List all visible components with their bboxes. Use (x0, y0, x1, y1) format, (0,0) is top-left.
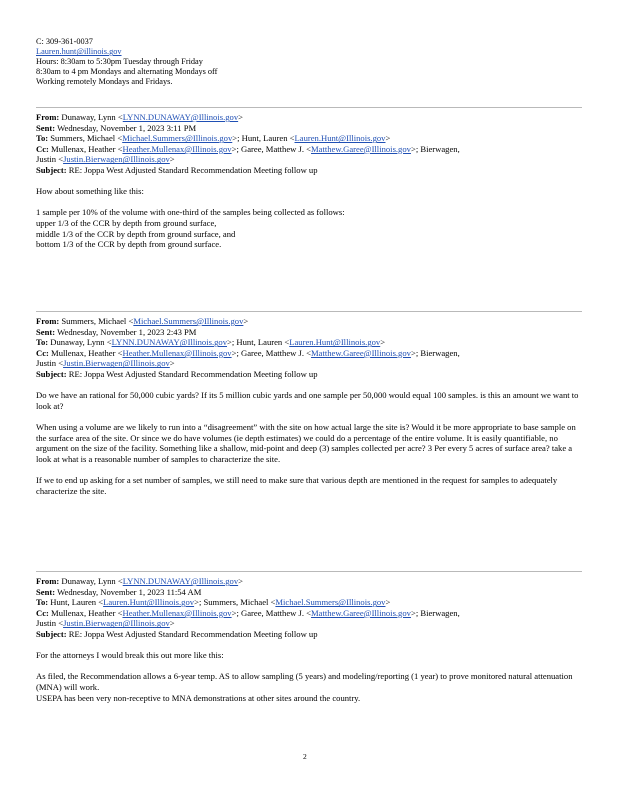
body-line: upper 1/3 of the CCR by depth from ground surface, (36, 217, 217, 228)
recipient-name: Justin (36, 358, 57, 369)
recipient-email-link[interactable]: Matthew.Garee@Illinois.gov (311, 347, 411, 358)
sender-email-link[interactable]: LYNN.DUNAWAY@Illinois.gov (122, 112, 239, 122)
subject-label: Subject: (36, 164, 67, 175)
body-line: middle 1/3 of the CCR by depth from ground surface, and (36, 228, 236, 239)
to-row: To: Hunt, Lauren <Lauren.Hunt@Illinois.gov>; Summers, Michael <Michael.Summers@Illinois.gov> (36, 597, 391, 608)
signature-mondays: 8:30am to 4 pm Mondays and alternating Mondays off (36, 67, 218, 77)
recipient-separator: ; (236, 347, 241, 358)
to-label: To: (36, 597, 49, 608)
body-line: If we to end up asking for a set number of samples, we still need to make sure that various depth are mentioned in the request for samples to adequately characterize the site. (36, 474, 558, 496)
sent-date: Wednesday, November 1, 2023 3:11 PM (57, 122, 197, 133)
sender-name: Summers, Michael (61, 316, 127, 326)
sent-date: Wednesday, November 1, 2023 2:43 PM (57, 326, 197, 337)
recipient-email-link[interactable]: Heather.Mullenax@Illinois.gov (122, 607, 232, 618)
body-line: 1 sample per 10% of the volume with one-third of the samples being collected as follows: (36, 207, 345, 218)
body-line: For the attorneys I would break this out more like this: (36, 650, 224, 661)
signature-block (36, 37, 217, 87)
recipient-separator: ; Bierwagen, (415, 143, 460, 154)
body-line: As filed, the Recommendation allows a 6-year temp. AS to allow sampling (5 years) and modeling/reporting (1 year) to prove monitored natural attenuation (MNA) will work. (36, 671, 573, 692)
recipient-email-link[interactable]: Heather.Mullenax@Illinois.gov (122, 347, 232, 358)
subject-row (36, 369, 582, 380)
body-line: Do we have an rational for 50,000 cubic yards? If its 5 million cubic yards and one sample per 50,000 would equal 100 samples. is this an amount we want to look at? (36, 390, 579, 411)
subject-text: RE: Joppa West Adjusted Standard Recommendation Meeting follow up (68, 368, 318, 379)
recipient-email-link[interactable]: Justin.Bierwagen@Illinois.gov (63, 358, 170, 369)
from-label: From: (36, 112, 60, 122)
spacer (36, 380, 582, 391)
recipient-name: Justin (36, 154, 57, 165)
sent-label: Sent: (36, 586, 56, 597)
message-header (36, 316, 582, 380)
recipient-name: Summers, Michael (50, 133, 116, 144)
to-row: To: Dunaway, Lynn <LYNN.DUNAWAY@Illinois.gov>; Hunt, Lauren <Lauren.Hunt@Illinois.gov> (36, 337, 386, 348)
recipient-email-link[interactable]: Michael.Summers@Illinois.gov (275, 597, 386, 608)
recipient-name: Mullenax, Heather (51, 143, 116, 154)
sender-name: Dunaway, Lynn (61, 112, 116, 122)
signature-phone: C: 309-361-0037 (36, 37, 93, 46)
body-line: How about something like this: (36, 186, 144, 197)
sent-row (36, 327, 582, 338)
recipient-email-link[interactable]: LYNN.DUNAWAY@Illinois.gov (111, 337, 227, 348)
cc-row-continued: Justin <Justin.Bierwagen@Illinois.gov> (36, 154, 175, 165)
recipient-separator: ; (198, 597, 204, 608)
sender-email-link[interactable]: LYNN.DUNAWAY@Illinois.gov (122, 576, 239, 586)
from-label: From: (36, 316, 60, 326)
paragraph-gap (36, 661, 582, 672)
recipient-name: Dunaway, Lynn (50, 337, 105, 348)
from-row: From: Summers, Michael <Michael.Summers@Illinois.gov> (36, 316, 249, 326)
recipient-name: Hunt, Lauren (236, 337, 283, 348)
message-header (36, 112, 582, 176)
recipient-name: Mullenax, Heather (51, 607, 116, 618)
cc-row: Cc: Mullenax, Heather <Heather.Mullenax@Illinois.gov>; Garee, Matthew J. <Matthew.Garee@Illinois.gov>; Bierwagen, (36, 607, 460, 618)
page-number: 2 (303, 752, 307, 761)
cc-label: Cc: (36, 347, 49, 358)
subject-label: Subject: (36, 628, 67, 639)
signature-email-link[interactable]: Lauren.hunt@illinois.gov (36, 47, 122, 57)
from-row: From: Dunaway, Lynn <LYNN.DUNAWAY@Illinois.gov> (36, 112, 243, 122)
subject-row (36, 165, 582, 176)
subject-text: RE: Joppa West Adjusted Standard Recommendation Meeting follow up (68, 164, 318, 175)
paragraph-gap (36, 411, 582, 422)
message-header (36, 576, 582, 640)
cc-label: Cc: (36, 143, 49, 154)
subject-label: Subject: (36, 368, 67, 379)
email-message (36, 571, 582, 703)
recipient-separator: ; Bierwagen, (415, 347, 460, 358)
body-line: When using a volume are we likely to run into a “disagreement” with the site on how actual large the site is? Would it be more appropriate to base sample on the surface area of the site. Or since we do have volumes (ie depth estimates) we could do a percentage of the entire volume. It is easily quantifiable, no argument on the size of the facility. Something like a shallow, mid-point and deep (3) samples collected per acre? 3 Per every 5 acres of surface area? take a look at what is a reasonable number of samples to characterize the site. (36, 421, 576, 464)
signature-remote: Working remotely Mondays and Fridays. (36, 77, 173, 87)
spacer (36, 176, 582, 187)
email-message (36, 107, 582, 250)
recipient-email-link[interactable]: Lauren.Hunt@Illinois.gov (103, 597, 195, 608)
recipient-separator: ; (231, 337, 237, 348)
recipient-email-link[interactable]: Matthew.Garee@Illinois.gov (311, 143, 411, 154)
message-divider (36, 571, 582, 572)
recipient-email-link[interactable]: Michael.Summers@Illinois.gov (122, 133, 233, 144)
recipient-name: Garee, Matthew J. (241, 607, 304, 618)
body-line: bottom 1/3 of the CCR by depth from ground surface. (36, 239, 222, 250)
cc-label: Cc: (36, 607, 49, 618)
recipient-email-link[interactable]: Heather.Mullenax@Illinois.gov (122, 143, 232, 154)
message-divider (36, 107, 582, 108)
paragraph-gap (36, 197, 582, 208)
recipient-name: Garee, Matthew J. (241, 347, 304, 358)
recipient-separator: ; (237, 133, 242, 144)
recipient-name: Garee, Matthew J. (241, 143, 304, 154)
signature-hours: Hours: 8:30am to 5:30pm Tuesday through Friday (36, 57, 203, 67)
recipient-name: Justin (36, 618, 57, 629)
recipient-email-link[interactable]: Matthew.Garee@Illinois.gov (311, 607, 411, 618)
subject-text: RE: Joppa West Adjusted Standard Recommendation Meeting follow up (68, 628, 318, 639)
sender-name: Dunaway, Lynn (61, 576, 116, 586)
to-label: To: (36, 133, 49, 144)
sent-row (36, 587, 582, 598)
paragraph-gap (36, 464, 582, 475)
recipient-name: Hunt, Lauren (241, 133, 288, 144)
cc-row-continued: Justin <Justin.Bierwagen@Illinois.gov> (36, 358, 175, 369)
recipient-name: Hunt, Lauren (50, 597, 97, 608)
recipient-email-link[interactable]: Lauren.Hunt@Illinois.gov (289, 337, 381, 348)
message-body (36, 390, 582, 496)
body-line: USEPA has been very non-receptive to MNA demonstrations at other sites around the country. (36, 692, 361, 703)
sent-row (36, 123, 582, 134)
from-row: From: Dunaway, Lynn <LYNN.DUNAWAY@Illinois.gov> (36, 576, 243, 586)
recipient-separator: ; (236, 607, 241, 618)
subject-row (36, 629, 582, 640)
recipient-separator: ; Bierwagen, (415, 607, 460, 618)
recipient-email-link[interactable]: Justin.Bierwagen@Illinois.gov (63, 154, 170, 165)
sender-email-link[interactable]: Michael.Summers@Illinois.gov (133, 316, 244, 326)
cc-row-continued: Justin <Justin.Bierwagen@Illinois.gov> (36, 618, 175, 629)
to-row: To: Summers, Michael <Michael.Summers@Illinois.gov>; Hunt, Lauren <Lauren.Hunt@Illinois.gov> (36, 133, 391, 144)
to-label: To: (36, 337, 49, 348)
cc-row: Cc: Mullenax, Heather <Heather.Mullenax@Illinois.gov>; Garee, Matthew J. <Matthew.Garee@Illinois.gov>; Bierwagen, (36, 347, 460, 358)
message-body (36, 186, 582, 250)
spacer (36, 640, 582, 651)
recipient-name: Mullenax, Heather (51, 347, 116, 358)
message-body (36, 650, 582, 703)
email-message (36, 311, 582, 496)
recipient-separator: ; (236, 143, 241, 154)
from-label: From: (36, 576, 60, 586)
sent-label: Sent: (36, 326, 56, 337)
sent-label: Sent: (36, 122, 56, 133)
cc-row: Cc: Mullenax, Heather <Heather.Mullenax@Illinois.gov>; Garee, Matthew J. <Matthew.Garee@Illinois.gov>; Bierwagen, (36, 143, 460, 154)
recipient-email-link[interactable]: Justin.Bierwagen@Illinois.gov (63, 618, 170, 629)
recipient-name: Summers, Michael (203, 597, 269, 608)
message-divider (36, 311, 582, 312)
sent-date: Wednesday, November 1, 2023 11:54 AM (57, 586, 202, 597)
recipient-email-link[interactable]: Lauren.Hunt@Illinois.gov (294, 133, 386, 144)
